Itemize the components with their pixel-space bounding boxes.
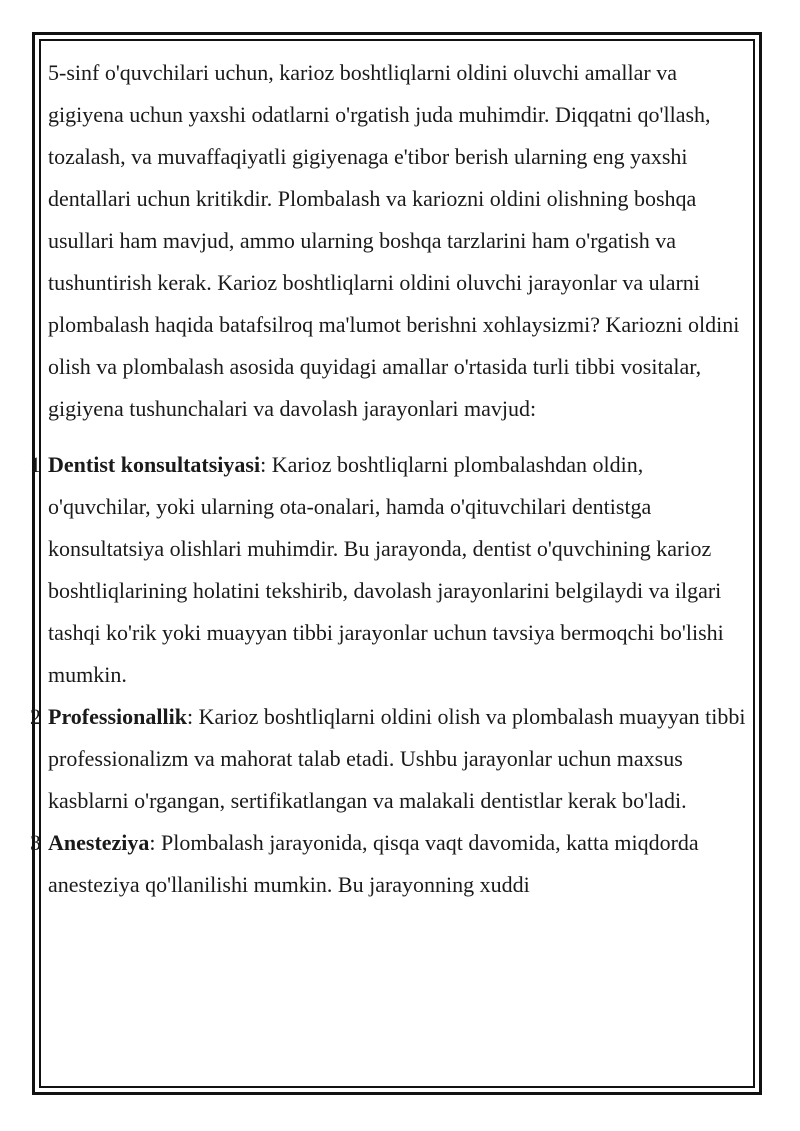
list-item <box>30 696 748 822</box>
list-item-term: Professionallik <box>48 704 187 729</box>
intro-paragraph: 5-sinf o'quvchilari uchun, karioz boshtliqlarni oldini oluvchi amallar va gigiyena uchun yaxshi odatlarni o'rgatish juda muhimdir. Diqqatni qo'llash, tozalash, va muvaffaqiyatli gigiyenaga e'tibor berish ularning eng yaxshi dentallari uchun kritikdir. Plombalash va kariozni oldini olishning boshqa usullari ham mavjud, ammo ularning boshqa tarzlarini ham o'rgatish va tushuntirish kerak. Karioz boshtliqlarni oldini oluvchi jarayonlar va ularni plombalash haqida batafsilroq ma'lumot berishni xohlaysizmi? Kariozni oldini olish va plombalash asosida quyidagi amallar o'rtasida turli tibbi vositalar, gigiyena tushunchalari va davolash jarayonlari mavjud: <box>48 60 740 421</box>
list-item-text: : Karioz boshtliqlarni plombalashdan oldin, o'quvchilar, yoki ularning ota-onalari, hamda o'qituvchilari dentistga konsultatsiya olishlari muhimdir. Bu jarayonda, dentist o'quvchining karioz boshtliqlarining holatini tekshirib, davolash jarayonlarini belgilaydi va ilgari tashqi ko'rik yoki muayyan tibbi jarayonlar uchun tavsiya bermoqchi bo'lishi mumkin. <box>48 452 724 687</box>
list-number: 3 <box>30 830 41 855</box>
list-item <box>30 822 748 906</box>
list-item <box>30 444 748 696</box>
list-item-term: Anesteziya <box>48 830 150 855</box>
list-item-text: : Karioz boshtliqlarni oldini olish va plombalash muayyan tibbi professionalizm va mahorat talab etadi. Ushbu jarayonlar uchun maxsus kasblarni o'rgangan, sertifikatlangan va malakali dentistlar kerak bo'ladi. <box>48 704 746 813</box>
list-number: 1 <box>30 452 41 477</box>
list-number: 2 <box>30 704 41 729</box>
document-body <box>30 52 748 906</box>
numbered-list <box>30 444 748 906</box>
list-item-term: Dentist konsultatsiyasi <box>48 452 261 477</box>
list-item-text: : Plombalash jarayonida, qisqa vaqt davomida, katta miqdorda anesteziya qo'llanilishi mumkin. Bu jarayonning xuddi <box>48 830 699 897</box>
